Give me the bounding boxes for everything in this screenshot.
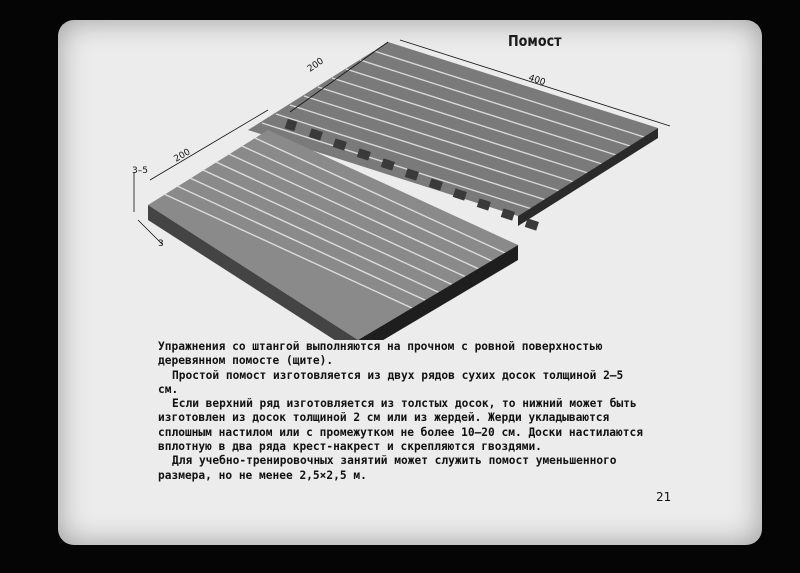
body-text xyxy=(158,340,648,483)
slide-card xyxy=(58,20,762,545)
page-number: 21 xyxy=(656,490,672,504)
dim-top-width: 200 xyxy=(305,56,326,75)
platform-illustration xyxy=(58,20,762,340)
paragraph-2: Простой помост изготовляется из двух рядов сухих досок толщиной 2—5 см. xyxy=(158,368,624,396)
dim-bottom-width: 200 xyxy=(172,147,193,165)
dim-thickness: 3–5 xyxy=(132,166,148,176)
page-title: Помост xyxy=(508,32,562,50)
paragraph-3: Если верхний ряд изготовляется из толстых досок, то нижний может быть изготовлен из досок толщиной 2 см или из жердей. Жерди укладываются сплошным настилом или с промежутком не более 10—20 см. Доски настилаются вплотную в два ряда крест-накрест и скрепляются гвоздями. xyxy=(158,397,643,454)
paragraph-1: Упражнения со штангой выполняются на прочном с ровной поверхностью деревянном помосте (щите). xyxy=(158,340,603,368)
paragraph-4: Для учебно-тренировочных занятий может служить помост уменьшенного размера, но не менее 2,5×2,5 м. xyxy=(158,454,617,482)
dim-top-length: 400 xyxy=(527,73,547,89)
dim-board: 3 xyxy=(158,239,164,249)
